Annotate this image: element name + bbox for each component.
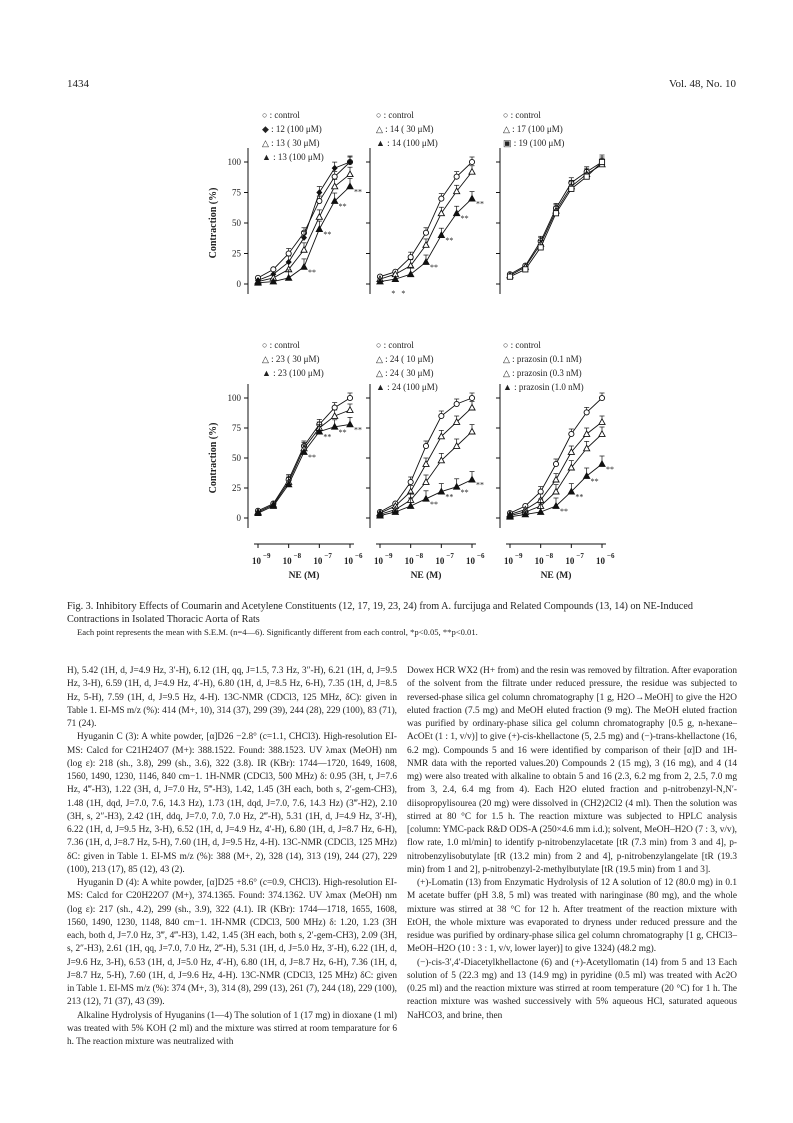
- paragraph: Alkaline Hydrolysis of Hyuganins (1—4) The solution of 1 (17 mg) in dioxane (1 ml) was treated with 5% KOH (2 ml) and the mixture was stirred at room temparature for 6 h. The reaction mixture was neutralized with: [67, 1010, 397, 1047]
- data-point: [301, 264, 307, 270]
- data-point: [423, 496, 429, 502]
- paragraph: (+)-Lomatin (13) from Enzymatic Hydrolysis of 12 A solution of 12 (80.0 mg) in 0.1 M acetate buffer (pH 3.8, 5 ml) was treated with naringinase (80 mg), and the whole mixture was stirred at 38 °C for 12 h. After treatment of the reaction mixture with EtOH, the whole mixture was evaporated to dryness under reduced pressure and the residue was purified by ordinary-phase silica gel column chromatography [1 g, CHCl3–MeOH–H2O (10 : 3 : 1, v/v, lower layer)] to give 1324) (48.2 mg).: [407, 878, 737, 955]
- data-point: [469, 476, 475, 482]
- data-point: [347, 421, 353, 427]
- x-tick-label: 10: [313, 556, 323, 566]
- figure-note: Each point represents the mean with S.E.M. (n=4—6). Significantly different from each control, *p<0.05, **p<0.01.: [77, 627, 478, 637]
- y-tick-label: 25: [232, 248, 241, 259]
- data-point: [408, 271, 414, 277]
- legend-entry: △ : prazosin (0.1 nM): [503, 354, 582, 364]
- data-point: [332, 165, 338, 171]
- data-point: [439, 413, 444, 418]
- data-point: [584, 410, 589, 415]
- legend-entry: △ : 23 ( 30 μM): [262, 354, 320, 364]
- significance-mark: **: [606, 465, 614, 474]
- x-tick-exponent: −9: [385, 552, 393, 560]
- y-tick-label: 25: [232, 483, 241, 493]
- data-point: [569, 186, 574, 191]
- y-tick-label: 100: [227, 393, 241, 403]
- significance-mark: **: [308, 453, 316, 462]
- significance-mark: **: [338, 202, 347, 212]
- data-point: [408, 479, 413, 484]
- data-point: [332, 183, 338, 189]
- x-tick-exponent: −7: [324, 552, 332, 560]
- paragraph: Hyuganin D (4): A white powder, [α]D25 +8.6° (c=0.9, CHCl3). High-resolution EI-MS: Calcd for C20H22O7 (M+), 374.1365. Found: 374.1362. UV λmax (MeOH) nm (log ε): 217 (sh., 4.2), 299 (sh., 3.9), 322 (4.1). IR (KBr): 1744—1718, 1655, 1608, 1560, 1490, 1230, 1148, 840 cm−1. 1H-NMR (CDCl3, 500 MHz) δ: 1.20, 1.23 (3H each, both d, J=7.0 Hz, 3‴, 4‴-H3), 1.42, 1.45 (3H each, both s, 2′-gem-CH3), 2.09 (3H, s, 2″-H3), 2.61 (1H, qq, J=7.0, 7.0 Hz, 2‴-H), 5.31 (1H, d, J=5.0 Hz, 3′-H), 6.22 (1H, d, J=9.6 Hz, 3-H), 6.53 (1H, d, J=5.0 Hz, 4′-H), 6.80 (1H, d, J=8.7 Hz, 6-H), 7.36 (1H, d, J=8.7 Hz, 5-H), 7.60 (1H, d, J=9.6 Hz, 4-H). 13C-NMR (CDCl3, 125 MHz) δC: given in Table 1. EI-MS m/z (%): 374 (M+, 3), 314 (8), 299 (13), 261 (7), 244 (18), 229 (100), 213 (12), 71 (37), 43 (39).: [67, 878, 397, 1008]
- data-point: [507, 274, 512, 279]
- data-point: [523, 267, 528, 272]
- x-tick-label: 10: [404, 556, 414, 566]
- legend-entry: △ : 24 ( 30 μM): [376, 368, 434, 378]
- data-point: [316, 226, 322, 232]
- data-point: [439, 196, 444, 201]
- data-point: [286, 275, 292, 281]
- data-point: [408, 255, 413, 260]
- y-tick-label: 50: [232, 218, 241, 228]
- data-point: [347, 171, 353, 177]
- data-point: [599, 419, 605, 425]
- significance-mark: **: [430, 499, 438, 509]
- x-tick-label: 10: [435, 556, 445, 566]
- significance-mark: **: [354, 425, 362, 435]
- legend-entry: △ : 13 ( 30 μM): [262, 138, 320, 148]
- figure-caption: Fig. 3. Inhibitory Effects of Coumarin and Acetylene Constituents (12, 17, 19, 23, 24) from A. furcijuga and Related Compounds (13, 14) on NE-Induced Contractions in Isolated Thoracic Aorta of Rats: [67, 601, 693, 625]
- series-line: [258, 424, 350, 513]
- x-tick-exponent: −8: [293, 552, 302, 560]
- significance-mark: **: [460, 214, 469, 224]
- x-tick-exponent: −6: [607, 552, 615, 560]
- significance-mark: **: [308, 267, 316, 277]
- x-tick-exponent: −7: [446, 552, 454, 560]
- legend-entry: △ : 14 ( 30 μM): [376, 124, 434, 134]
- significance-mark: **: [590, 477, 599, 486]
- data-point: [301, 247, 307, 253]
- data-point: [423, 242, 429, 248]
- significance-mark: **: [323, 230, 332, 240]
- significance-mark: **: [575, 492, 584, 502]
- series-line: [258, 410, 350, 512]
- legend-entry: ▲ : prazosin (1.0 nM): [503, 382, 584, 392]
- x-axis-label: NE (M): [540, 571, 572, 581]
- significance-mark: **: [445, 236, 454, 246]
- data-point: [332, 405, 337, 410]
- significance-mark: **: [323, 432, 332, 442]
- x-tick-label: 10: [374, 556, 383, 566]
- data-point: [316, 189, 322, 195]
- data-point: [599, 395, 604, 400]
- data-point: [423, 230, 428, 235]
- data-point: [553, 488, 559, 494]
- legend-entry: △ : prazosin (0.3 nM): [503, 368, 582, 378]
- data-point: [423, 443, 428, 448]
- legend-entry: ○ : control: [262, 110, 300, 120]
- paragraph: Hyuganin C (3): A white powder, [α]D26 −2.8° (c=1.1, CHCl3). High-resolution EI-MS: Calcd for C21H24O7 (M+): 388.1522. Found: 388.1523. UV λmax (MeOH) nm (log ε): 218 (sh., 3.8), 299 (sh., 3.6), 322 (3.8). IR (KBr): 1744—1720, 1649, 1608, 1560, 1490, 1230, 1146, 840 cm−1. 1H-NMR (CDCl3, 500 MHz) δ: 0.95 (3H, t, J=7.6 Hz, 4‴-H3), 1.22 (3H, d, J=7.0 Hz, 5‴-H3), 1.42, 1.45 (3H each, both s, 2′-gem-CH3), 1.48 (1H, dqd, J=7.0, 7.6, 14.3 Hz), 1.73 (1H, dqd, J=7.0, 7.6, 14.3 Hz) (3‴-H2), 2.10 (3H, s, 2″-H3), 2.42 (1H, ddq, J=7.0, 7.0, 7.0 Hz, 2‴-H), 5.31 (1H, d, J=4.9 Hz, 3′-H), 6.22 (1H, d, J=9.5 Hz, 3-H), 6.52 (1H, d, J=4.9 Hz, 4′-H), 6.80 (1H, d, J=8.7 Hz, 6-H), 7.36 (1H, d, J=8.7 Hz, 5-H), 7.60 (1H, d, J=9.5 Hz, 4-H). 13C-NMR (CDCl3, 125 MHz) δC: given in Table 1. EI-MS m/z (%): 388 (M+, 2), 328 (14), 313 (19), 244 (27), 229 (100), 213 (17), 85 (12), 43 (2).: [67, 732, 397, 875]
- x-axis-label: NE (M): [288, 571, 320, 581]
- y-axis-label: Contraction (%): [208, 187, 219, 259]
- data-point: [454, 401, 459, 406]
- y-tick-label: 75: [232, 423, 241, 433]
- y-tick-label: 50: [232, 453, 241, 463]
- data-point: [569, 431, 574, 436]
- paragraph: Dowex HCR WX2 (H+ from) and the resin was removed by filtration. After evaporation of the solvent from the filtrate under reduced pressure, the residue was subjected to reversed-phase silica gel column chromatography [1 g, H2O→MeOH] to give the H2O eluted fraction (7.5 mg) and MeOH eluted fraction (9 mg). The MeOH eluted fraction was purified by ordinary-phase silica gel column chromatography [0.5 g, n-hexane–AcOEt (1 : 1, v/v)] to give (+)-cis-khellactone (5, 2.5 mg) and (−)-trans-khellactone (16, 6.2 mg). Compounds 5 and 16 were identified by comparison of their [α]D and 1H-NMR data with the reported values.20) Compounds 2 (15 mg), 3 (16 mg), and 4 (14 mg) were also treated with alkaline to obtain 5 and 16 (2.3, 6.2 mg from 2, 2.5, 7.0 mg from 3, 2.4, 6.4 mg from 4). Each H2O eluted fraction and p-nitrobenzyl-N,N′-diisopropylisourea (20 mg) were dissolved in (CH2)2Cl2 (4 ml). Then the solution was stirred at 80 °C for 1.5 h. The reaction mixture was subjected to HPLC analysis [column: YMC-pack R&D ODS-A (250×4.6 mm i.d.); solvent, MeOH–H2O (7 : 3, v/v), flow rate, 1.0 ml/min] to identify p-nitrobenzylacetate [tR (7.3 min) from 3 and 4], p-nitrobenzylisobutylate [tR (13.2 min) from 2 and 4], p-nitrobenzylangelate [tR (19.3 min) from 1 and 2], p-nitrobenzyl-2-methylbutylate [tR (19.5 min) from 1 and 3].: [407, 666, 737, 875]
- y-tick-label: 100: [227, 157, 241, 167]
- significance-mark: **: [476, 199, 484, 209]
- x-tick-label: 10: [534, 556, 544, 566]
- legend-entry: ◆ : 12 (100 μM): [262, 124, 322, 134]
- data-point: [332, 174, 337, 179]
- data-point: [553, 461, 558, 466]
- significance-mark: **: [445, 492, 454, 502]
- legend-entry: ○ : control: [262, 340, 300, 350]
- x-tick-exponent: −8: [415, 552, 424, 560]
- y-tick-label: 0: [236, 513, 241, 523]
- data-point: [423, 461, 429, 467]
- significance-mark: *: [401, 289, 406, 298]
- legend-entry: ▲ : 24 (100 μM): [376, 382, 438, 392]
- legend-entry: ○ : control: [503, 110, 541, 120]
- data-point: [423, 259, 429, 265]
- left-text-column: [67, 665, 397, 1049]
- legend-entry: ▲ : 14 (100 μM): [376, 138, 438, 148]
- data-point: [454, 174, 459, 179]
- legend-entry: △ : 24 ( 10 μM): [376, 354, 434, 364]
- data-point: [286, 251, 291, 256]
- data-point: [553, 476, 559, 482]
- data-point: [469, 404, 475, 410]
- data-point: [347, 407, 353, 413]
- y-tick-label: 75: [232, 187, 241, 198]
- data-point: [584, 174, 589, 179]
- x-tick-label: 10: [596, 556, 605, 566]
- data-point: [454, 484, 460, 490]
- data-point: [469, 169, 475, 175]
- x-tick-exponent: −6: [477, 552, 485, 560]
- data-point: [347, 183, 353, 189]
- x-tick-exponent: −9: [515, 552, 523, 560]
- paragraph: H), 5.42 (1H, d, J=4.9 Hz, 3′-H), 6.12 (1H, qq, J=1.5, 7.3 Hz, 3″-H), 6.21 (1H, d, J=9.5 Hz, 3-H), 6.59 (1H, d, J=4.9 Hz, 4′-H), 6.80 (1H, d, J=8.5 Hz, 6-H), 7.35 (1H, d, J=8.5 Hz, 5-H), 7.59 (1H, d, J=9.5 Hz, 4-H). 13C-NMR (CDCl3, 125 MHz, δC): given in Table 1. EI-MS m/z (%): 414 (M+, 10), 314 (37), 299 (39), 244 (28), 229 (100), 83 (71), 71 (24).: [67, 666, 397, 729]
- data-point: [599, 461, 605, 467]
- legend-entry: ▲ : 23 (100 μM): [262, 368, 324, 378]
- legend-entry: ○ : control: [376, 110, 414, 120]
- data-point: [599, 431, 605, 437]
- legend-entry: △ : 17 (100 μM): [503, 124, 563, 134]
- data-point: [584, 473, 590, 479]
- x-tick-label: 10: [466, 556, 475, 566]
- significance-mark: **: [354, 187, 362, 197]
- significance-mark: *: [391, 289, 396, 298]
- x-axis-label: NE (M): [410, 571, 442, 581]
- data-point: [347, 395, 352, 400]
- x-tick-exponent: −7: [576, 552, 584, 560]
- legend-entry: ○ : control: [503, 340, 541, 350]
- data-point: [469, 395, 474, 400]
- significance-mark: **: [338, 427, 347, 437]
- data-point: [584, 431, 590, 437]
- data-point: [469, 428, 475, 434]
- y-tick-label: 0: [236, 279, 241, 289]
- x-tick-label: 10: [504, 556, 513, 566]
- page-number: 1434: [67, 78, 89, 90]
- legend-entry: ▣ : 19 (100 μM): [503, 138, 565, 148]
- data-point: [316, 214, 322, 220]
- data-point: [408, 503, 414, 509]
- right-text-column: [407, 665, 737, 1023]
- x-tick-exponent: −8: [545, 552, 554, 560]
- significance-mark: **: [460, 487, 469, 497]
- y-axis-label: Contraction (%): [208, 422, 219, 494]
- x-tick-label: 10: [282, 556, 292, 566]
- significance-mark: **: [560, 507, 568, 516]
- data-point: [553, 211, 558, 216]
- paragraph: (−)-cis-3′,4′-Diacetylkhellactone (6) and (+)-Acetyllomatin (14) from 5 and 13 Each solution of 5 (22.3 mg) and 13 (14.9 mg) in pyridine (0.5 ml) was treated with Ac2O (0.25 ml) and the reaction mixture was stirred at room temperature (20 °C) for 1 h. The reaction mixture was washed successively with 5% aqueous HCl, saturated aqueous NaHCO3, and brine, then: [407, 957, 737, 1021]
- x-tick-label: 10: [252, 556, 261, 566]
- legend-entry: ▲ : 13 (100 μM): [262, 152, 324, 162]
- x-tick-exponent: −6: [355, 552, 363, 560]
- x-tick-label: 10: [565, 556, 575, 566]
- journal-volume: Vol. 48, No. 10: [668, 78, 736, 90]
- data-point: [469, 195, 475, 201]
- x-tick-exponent: −9: [263, 552, 271, 560]
- significance-mark: **: [476, 480, 484, 490]
- legend-entry: ○ : control: [376, 340, 414, 350]
- significance-mark: **: [430, 263, 438, 273]
- data-point: [538, 245, 543, 250]
- series-line: [510, 398, 602, 513]
- data-point: [599, 159, 604, 164]
- x-tick-label: 10: [344, 556, 353, 566]
- data-point: [538, 489, 543, 494]
- series-line: [510, 164, 602, 275]
- data-point: [469, 159, 474, 164]
